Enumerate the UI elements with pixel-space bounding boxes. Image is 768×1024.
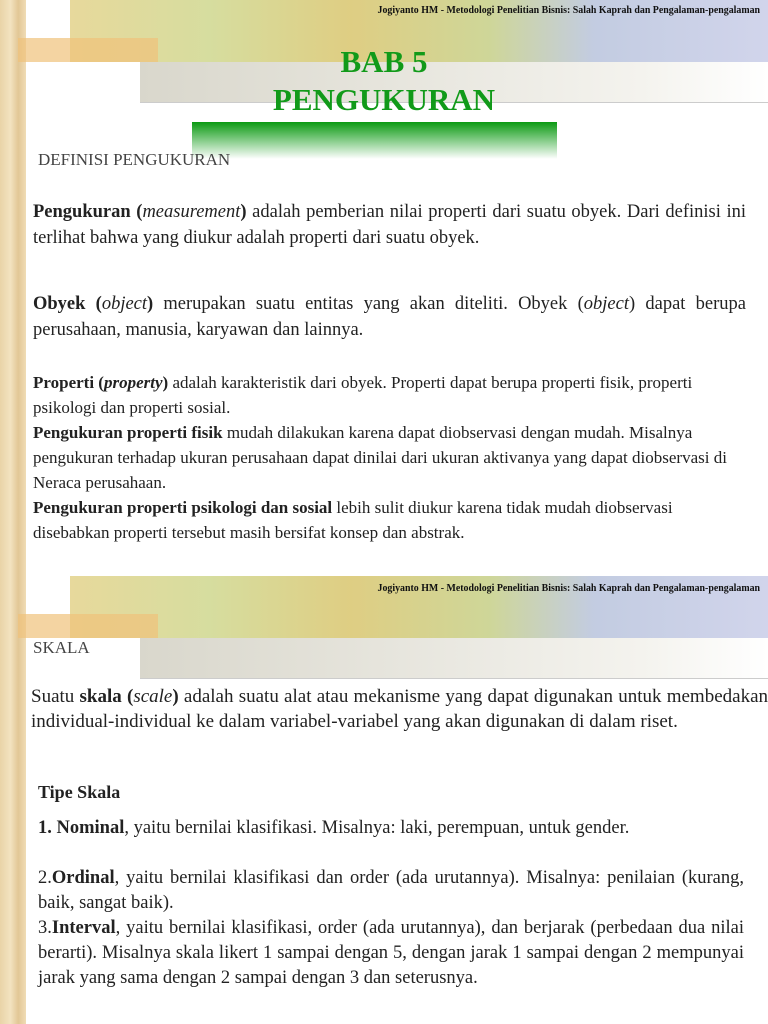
paragraph: [33, 199, 746, 251]
section-heading: DEFINISI PENGUKURAN: [38, 150, 231, 169]
section-heading: SKALA: [33, 638, 90, 657]
text-run: merupakan suatu entitas yang akan diteliti. Obyek (: [153, 294, 584, 314]
text-run: scale: [133, 686, 173, 707]
green-gradient-bar: [192, 122, 557, 159]
paragraph: [33, 420, 746, 495]
text-run: 2.: [38, 868, 52, 888]
text-run: ): [240, 202, 247, 222]
chapter-title: BAB 5: [340, 44, 428, 79]
paragraph: [38, 866, 744, 916]
text-run: adalah suatu alat atau mekanisme yang dapat digunakan untuk membedakan individual-individual ke dalam variabel-variabel yang akan digunakan di dalam riset.: [31, 686, 768, 732]
text-run: , yaitu bernilai klasifikasi. Misalnya: laki, perempuan, untuk gender.: [124, 818, 630, 838]
text-run: Obyek (: [33, 294, 102, 314]
paragraph: [31, 684, 768, 734]
text-run: Pengukuran (: [33, 202, 143, 222]
paragraph: [33, 370, 746, 420]
chapter-subtitle: PENGUKURAN: [272, 82, 496, 117]
text-run: ): [162, 373, 169, 392]
text-run: , yaitu bernilai klasifikasi dan order (ada urutannya). Misalnya: penilaian (kurang, baik, sangat baik).: [38, 868, 744, 913]
paragraph: [38, 916, 744, 991]
text-run: measurement: [142, 202, 241, 222]
text-run: 1. Nominal: [38, 818, 125, 838]
text-run: property: [103, 373, 163, 392]
text-run: , yaitu bernilai klasifikasi, order (ada urutannya), dan berjarak (perbedaan dua nilai berarti). Misalnya skala likert 1 sampai dengan 5, dengan jarak 1 sampai dengan 2 mempunyai jarak yang sama dengan 2 sampai dengan 3 dan seterusnya.: [38, 918, 744, 988]
text-run: ) dapat berupa perusahaan, manusia, karyawan dan lainnya.: [33, 294, 746, 340]
paragraph: [38, 816, 744, 841]
banner-accent: [18, 614, 158, 638]
text-run: Pengukuran properti fisik: [33, 423, 223, 442]
grey-band: [140, 638, 768, 679]
text-run: adalah karakteristik dari obyek. Properti dapat berupa properti fisik, properti psikologi dan properti sosial.: [33, 373, 693, 417]
text-run: Suatu: [31, 686, 80, 707]
text-run: Tipe Skala: [38, 782, 121, 802]
text-run: mudah dilakukan karena dapat diobservasi dengan mudah. Misalnya pengukuran terhadap ukuran perusahaan dapat dinilai dari ukuran aktivanya yang dapat diobservasi di Neraca perusahaan.: [33, 423, 727, 492]
text-run: object: [101, 294, 148, 314]
text-run: ): [147, 294, 154, 314]
text-run: 3.: [38, 918, 52, 938]
paragraph: [33, 291, 746, 343]
text-run: Pengukuran properti psikologi dan sosial: [33, 498, 333, 517]
text-run: Interval: [51, 918, 116, 938]
paragraph: [38, 782, 746, 803]
text-run: object: [583, 294, 629, 314]
credit-text: Jogiyanto HM - Metodologi Penelitian Bisnis: Salah Kaprah dan Pengalaman-pengalaman: [377, 582, 760, 594]
text-run: lebih sulit diukur karena tidak mudah diobservasi disebabkan properti tersebut masih bersifat konsep dan abstrak.: [33, 498, 673, 542]
text-run: ): [172, 686, 179, 707]
wood-border: [0, 570, 26, 1024]
text-run: Properti (: [33, 373, 104, 392]
paragraph: [33, 495, 746, 545]
text-run: skala (: [79, 686, 134, 707]
credit-text: Jogiyanto HM - Metodologi Penelitian Bisnis: Salah Kaprah dan Pengalaman-pengalaman: [377, 4, 760, 16]
slide-2: [0, 570, 768, 1024]
text-run: adalah pemberian nilai properti dari suatu obyek. Dari definisi ini terlihat bahwa yang diukur adalah properti dari suatu obyek.: [33, 202, 746, 248]
text-run: Ordinal: [51, 868, 115, 888]
